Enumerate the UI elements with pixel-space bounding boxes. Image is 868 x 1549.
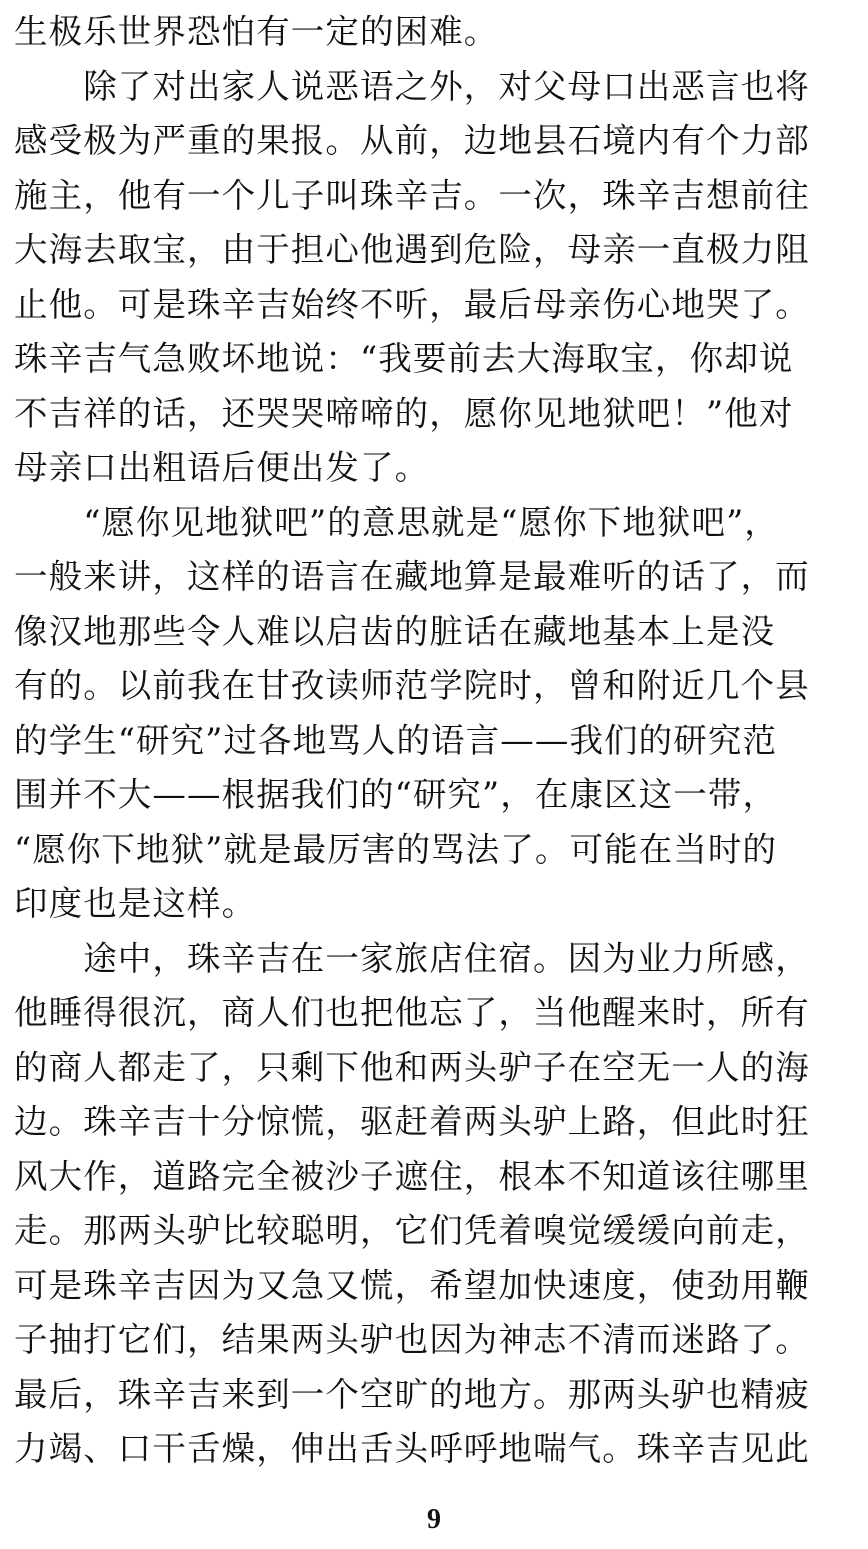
text-line: 可是珠辛吉因为又急又慌，希望加快速度，使劲用鞭 (14, 1265, 810, 1305)
text-line: 珠辛吉气急败坏地说：“我要前去大海取宝，你却说 (14, 339, 794, 378)
text-line: 的学生“研究”过各地骂人的语言——我们的研究范 (14, 720, 778, 760)
text-line: 围并不大——根据我们的“研究”，在康区这一带， (14, 775, 778, 814)
text-line: 子抽打它们，结果两头驴也因为神志不清而迷路了。 (14, 1320, 810, 1359)
text-line: 除了对出家人说恶语之外，对父母口出恶言也将 (14, 66, 810, 106)
text-line: 力竭、口干舌燥，伸出舌头呼呼地喘气。珠辛吉见此 (14, 1429, 810, 1468)
text-line: 感受极为严重的果报。从前，边地县石境内有个力部 (14, 121, 810, 160)
text-line: 不吉祥的话，还哭哭啼啼的，愿你见地狱吧！”他对 (14, 393, 794, 433)
text-line: 走。那两头驴比较聪明，它们凭着嗅觉缓缓向前走， (14, 1211, 810, 1250)
text-line: 母亲口出粗语后便出发了。 (14, 448, 430, 487)
text-line: 风大作，道路完全被沙子遮住，根本不知道该往哪里 (14, 1156, 810, 1196)
text-line: 印度也是这样。 (14, 884, 257, 923)
text-line: 的商人都走了，只剩下他和两头驴子在空无一人的海 (14, 1047, 810, 1087)
text-line: 最后，珠辛吉来到一个空旷的地方。那两头驴也精疲 (14, 1374, 810, 1414)
body-text (14, 5, 856, 1477)
text-line: 一般来讲，这样的语言在藏地算是最难听的话了，而 (14, 557, 810, 596)
text-line: 边。珠辛吉十分惊慌，驱赶着两头驴上路，但此时狂 (14, 1102, 810, 1141)
text-line: 止他。可是珠辛吉始终不听，最后母亲伤心地哭了。 (14, 284, 810, 324)
text-line: 像汉地那些令人难以启齿的脏话在藏地基本上是没 (14, 611, 776, 651)
text-line: 有的。以前我在甘孜读师范学院时，曾和附近几个县 (14, 666, 810, 705)
text-line: 生极乐世界恐怕有一定的困难。 (14, 12, 499, 51)
text-line: 他睡得很沉，商人们也把他忘了，当他醒来时，所有 (14, 993, 810, 1032)
text-line: 途中，珠辛吉在一家旅店住宿。因为业力所感， (14, 938, 810, 978)
text-line: 施主，他有一个儿子叫珠辛吉。一次，珠辛吉想前往 (14, 175, 810, 215)
text-line: “愿你见地狱吧”的意思就是“愿你下地狱吧”， (14, 502, 779, 542)
text-line: 大海去取宝，由于担心他遇到危险，母亲一直极力阻 (14, 230, 810, 269)
text-line: “愿你下地狱”就是最厉害的骂法了。可能在当时的 (14, 829, 778, 869)
page-number: 9 (427, 1504, 441, 1535)
